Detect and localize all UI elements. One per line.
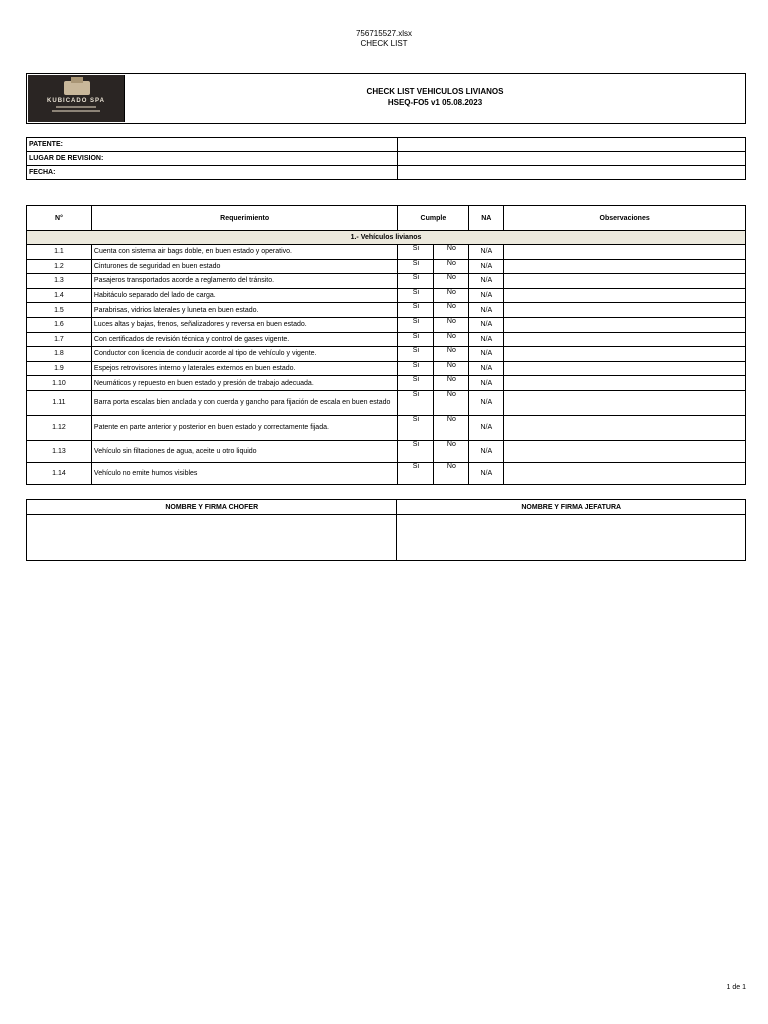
info-row-patente: [27, 138, 746, 152]
table-row: [27, 440, 746, 462]
row-number: 1.13: [27, 440, 92, 462]
patente-label: PATENTE:: [27, 138, 398, 152]
na-option[interactable]: N/A: [469, 440, 504, 462]
table-row: [27, 462, 746, 484]
cumple-si[interactable]: Si: [398, 462, 434, 484]
observation-cell[interactable]: [504, 415, 746, 440]
fecha-value[interactable]: [397, 166, 746, 180]
cumple-no[interactable]: No: [434, 245, 469, 260]
cumple-si[interactable]: Si: [398, 274, 434, 289]
observation-cell[interactable]: [504, 245, 746, 260]
table-row: [27, 347, 746, 362]
cumple-si[interactable]: Si: [398, 332, 434, 347]
observation-cell[interactable]: [504, 332, 746, 347]
na-option[interactable]: N/A: [469, 303, 504, 318]
page-number: 1 de 1: [726, 984, 746, 991]
cumple-si[interactable]: Si: [398, 317, 434, 332]
cumple-si[interactable]: Si: [398, 303, 434, 318]
cumple-si[interactable]: Si: [398, 288, 434, 303]
chofer-signature-box[interactable]: [27, 515, 397, 561]
cumple-si[interactable]: Si: [398, 376, 434, 391]
row-requirement: Patente en parte anterior y posterior en buen estado y correctamente fijada.: [91, 415, 398, 440]
na-option[interactable]: N/A: [469, 317, 504, 332]
table-row: [27, 259, 746, 274]
lugar-value[interactable]: [397, 152, 746, 166]
table-row: [27, 274, 746, 289]
jefatura-signature-box[interactable]: [397, 515, 746, 561]
row-requirement: Luces altas y bajas, frenos, señalizadores y reversa en buen estado.: [91, 317, 398, 332]
row-requirement: Pasajeros transportados acorde a reglamento del tránsito.: [91, 274, 398, 289]
observation-cell[interactable]: [504, 259, 746, 274]
na-option[interactable]: N/A: [469, 288, 504, 303]
cumple-si[interactable]: Si: [398, 440, 434, 462]
table-row: [27, 245, 746, 260]
cumple-no[interactable]: No: [434, 415, 469, 440]
row-requirement: Barra porta escalas bien anclada y con cuerda y gancho para fijación de escala en buen estado: [91, 390, 398, 415]
logo-line: [52, 110, 100, 112]
row-number: 1.2: [27, 259, 92, 274]
cumple-si[interactable]: Si: [398, 347, 434, 362]
title-line-2: HSEQ-FO5 v1 05.08.2023: [387, 98, 483, 107]
row-requirement: Neumáticos y repuesto en buen estado y presión de trabajo adecuada.: [91, 376, 398, 391]
table-row: [27, 390, 746, 415]
col-header-obs: Observaciones: [504, 206, 746, 231]
table-row: [27, 303, 746, 318]
cumple-si[interactable]: Si: [398, 361, 434, 376]
observation-cell[interactable]: [504, 390, 746, 415]
patente-value[interactable]: [397, 138, 746, 152]
row-requirement: Vehículo no emite humos visibles: [91, 462, 398, 484]
na-option[interactable]: N/A: [469, 332, 504, 347]
cumple-no[interactable]: No: [434, 376, 469, 391]
checklist-header-row: [27, 206, 746, 231]
row-requirement: Espejos retrovisores interno y laterales externos en buen estado.: [91, 361, 398, 376]
jefatura-signature-label: NOMBRE Y FIRMA JEFATURA: [397, 500, 746, 515]
table-row: [27, 415, 746, 440]
row-number: 1.11: [27, 390, 92, 415]
vehicle-info-table: [26, 137, 746, 180]
document-title: [125, 86, 745, 108]
section-title: 1.- Vehículos livianos: [27, 231, 746, 245]
info-row-lugar: [27, 152, 746, 166]
na-option[interactable]: N/A: [469, 347, 504, 362]
col-header-req: Requerimiento: [91, 206, 398, 231]
signature-header-row: [27, 500, 746, 515]
na-option[interactable]: N/A: [469, 462, 504, 484]
observation-cell[interactable]: [504, 317, 746, 332]
lugar-label: LUGAR DE REVISION:: [27, 152, 398, 166]
row-requirement: Vehículo sin filtaciones de agua, aceite u otro liquido: [91, 440, 398, 462]
row-requirement: Cuenta con sistema air bags doble, en buen estado y operativo.: [91, 245, 398, 260]
chofer-signature-label: NOMBRE Y FIRMA CHOFER: [27, 500, 397, 515]
observation-cell[interactable]: [504, 347, 746, 362]
observation-cell[interactable]: [504, 274, 746, 289]
table-row: [27, 288, 746, 303]
signature-row: [27, 515, 746, 561]
cumple-no[interactable]: No: [434, 317, 469, 332]
row-number: 1.10: [27, 376, 92, 391]
row-requirement: Parabrisas, vidrios laterales y luneta en buen estado.: [91, 303, 398, 318]
cumple-si[interactable]: Si: [398, 390, 434, 415]
col-header-na: NA: [469, 206, 504, 231]
observation-cell[interactable]: [504, 440, 746, 462]
col-header-num: N°: [27, 206, 92, 231]
signature-table: [26, 499, 746, 561]
row-number: 1.12: [27, 415, 92, 440]
cumple-si[interactable]: Si: [398, 245, 434, 260]
row-number: 1.3: [27, 274, 92, 289]
cumple-no[interactable]: No: [434, 390, 469, 415]
cumple-no[interactable]: No: [434, 303, 469, 318]
page-header: [0, 29, 768, 49]
cumple-no[interactable]: No: [434, 361, 469, 376]
section-row: [27, 231, 746, 245]
logo-line: [56, 106, 96, 108]
row-number: 1.7: [27, 332, 92, 347]
observation-cell[interactable]: [504, 376, 746, 391]
observation-cell[interactable]: [504, 361, 746, 376]
cumple-si[interactable]: Si: [398, 415, 434, 440]
row-requirement: Habitáculo separado del lado de carga.: [91, 288, 398, 303]
na-option[interactable]: N/A: [469, 376, 504, 391]
row-number: 1.6: [27, 317, 92, 332]
title-line-1: CHECK LIST VEHICULOS LIVIANOS: [366, 87, 504, 96]
table-row: [27, 376, 746, 391]
sheet-name: CHECK LIST: [360, 39, 408, 48]
cumple-no[interactable]: No: [434, 332, 469, 347]
row-number: 1.14: [27, 462, 92, 484]
file-name: 756715527.xlsx: [355, 29, 413, 38]
table-row: [27, 317, 746, 332]
observation-cell[interactable]: [504, 462, 746, 484]
row-requirement: Con certificados de revisión técnica y control de gases vigente.: [91, 332, 398, 347]
cumple-no[interactable]: No: [434, 259, 469, 274]
observation-cell[interactable]: [504, 303, 746, 318]
na-option[interactable]: N/A: [469, 274, 504, 289]
row-number: 1.1: [27, 245, 92, 260]
checklist-table: [26, 205, 746, 485]
col-header-cumple: Cumple: [398, 206, 469, 231]
info-row-fecha: [27, 166, 746, 180]
title-box: [26, 73, 746, 124]
cumple-no[interactable]: No: [434, 462, 469, 484]
fecha-label: FECHA:: [27, 166, 398, 180]
cumple-no[interactable]: No: [434, 440, 469, 462]
row-number: 1.4: [27, 288, 92, 303]
na-option[interactable]: N/A: [469, 361, 504, 376]
company-logo: [28, 75, 125, 122]
na-option[interactable]: N/A: [469, 415, 504, 440]
na-option[interactable]: N/A: [469, 259, 504, 274]
table-row: [27, 361, 746, 376]
row-requirement: Cinturones de seguridad en buen estado: [91, 259, 398, 274]
row-number: 1.5: [27, 303, 92, 318]
logo-name: KUBICADO SPA: [47, 98, 105, 104]
na-option[interactable]: N/A: [469, 390, 504, 415]
row-requirement: Conductor con licencia de conducir acorde al tipo de vehículo y vigente.: [91, 347, 398, 362]
row-number: 1.8: [27, 347, 92, 362]
cumple-no[interactable]: No: [434, 274, 469, 289]
na-option[interactable]: N/A: [469, 245, 504, 260]
cumple-no[interactable]: No: [434, 347, 469, 362]
table-row: [27, 332, 746, 347]
observation-cell[interactable]: [504, 288, 746, 303]
cumple-si[interactable]: Si: [398, 259, 434, 274]
cumple-no[interactable]: No: [434, 288, 469, 303]
box-logo-icon: [64, 81, 90, 95]
row-number: 1.9: [27, 361, 92, 376]
